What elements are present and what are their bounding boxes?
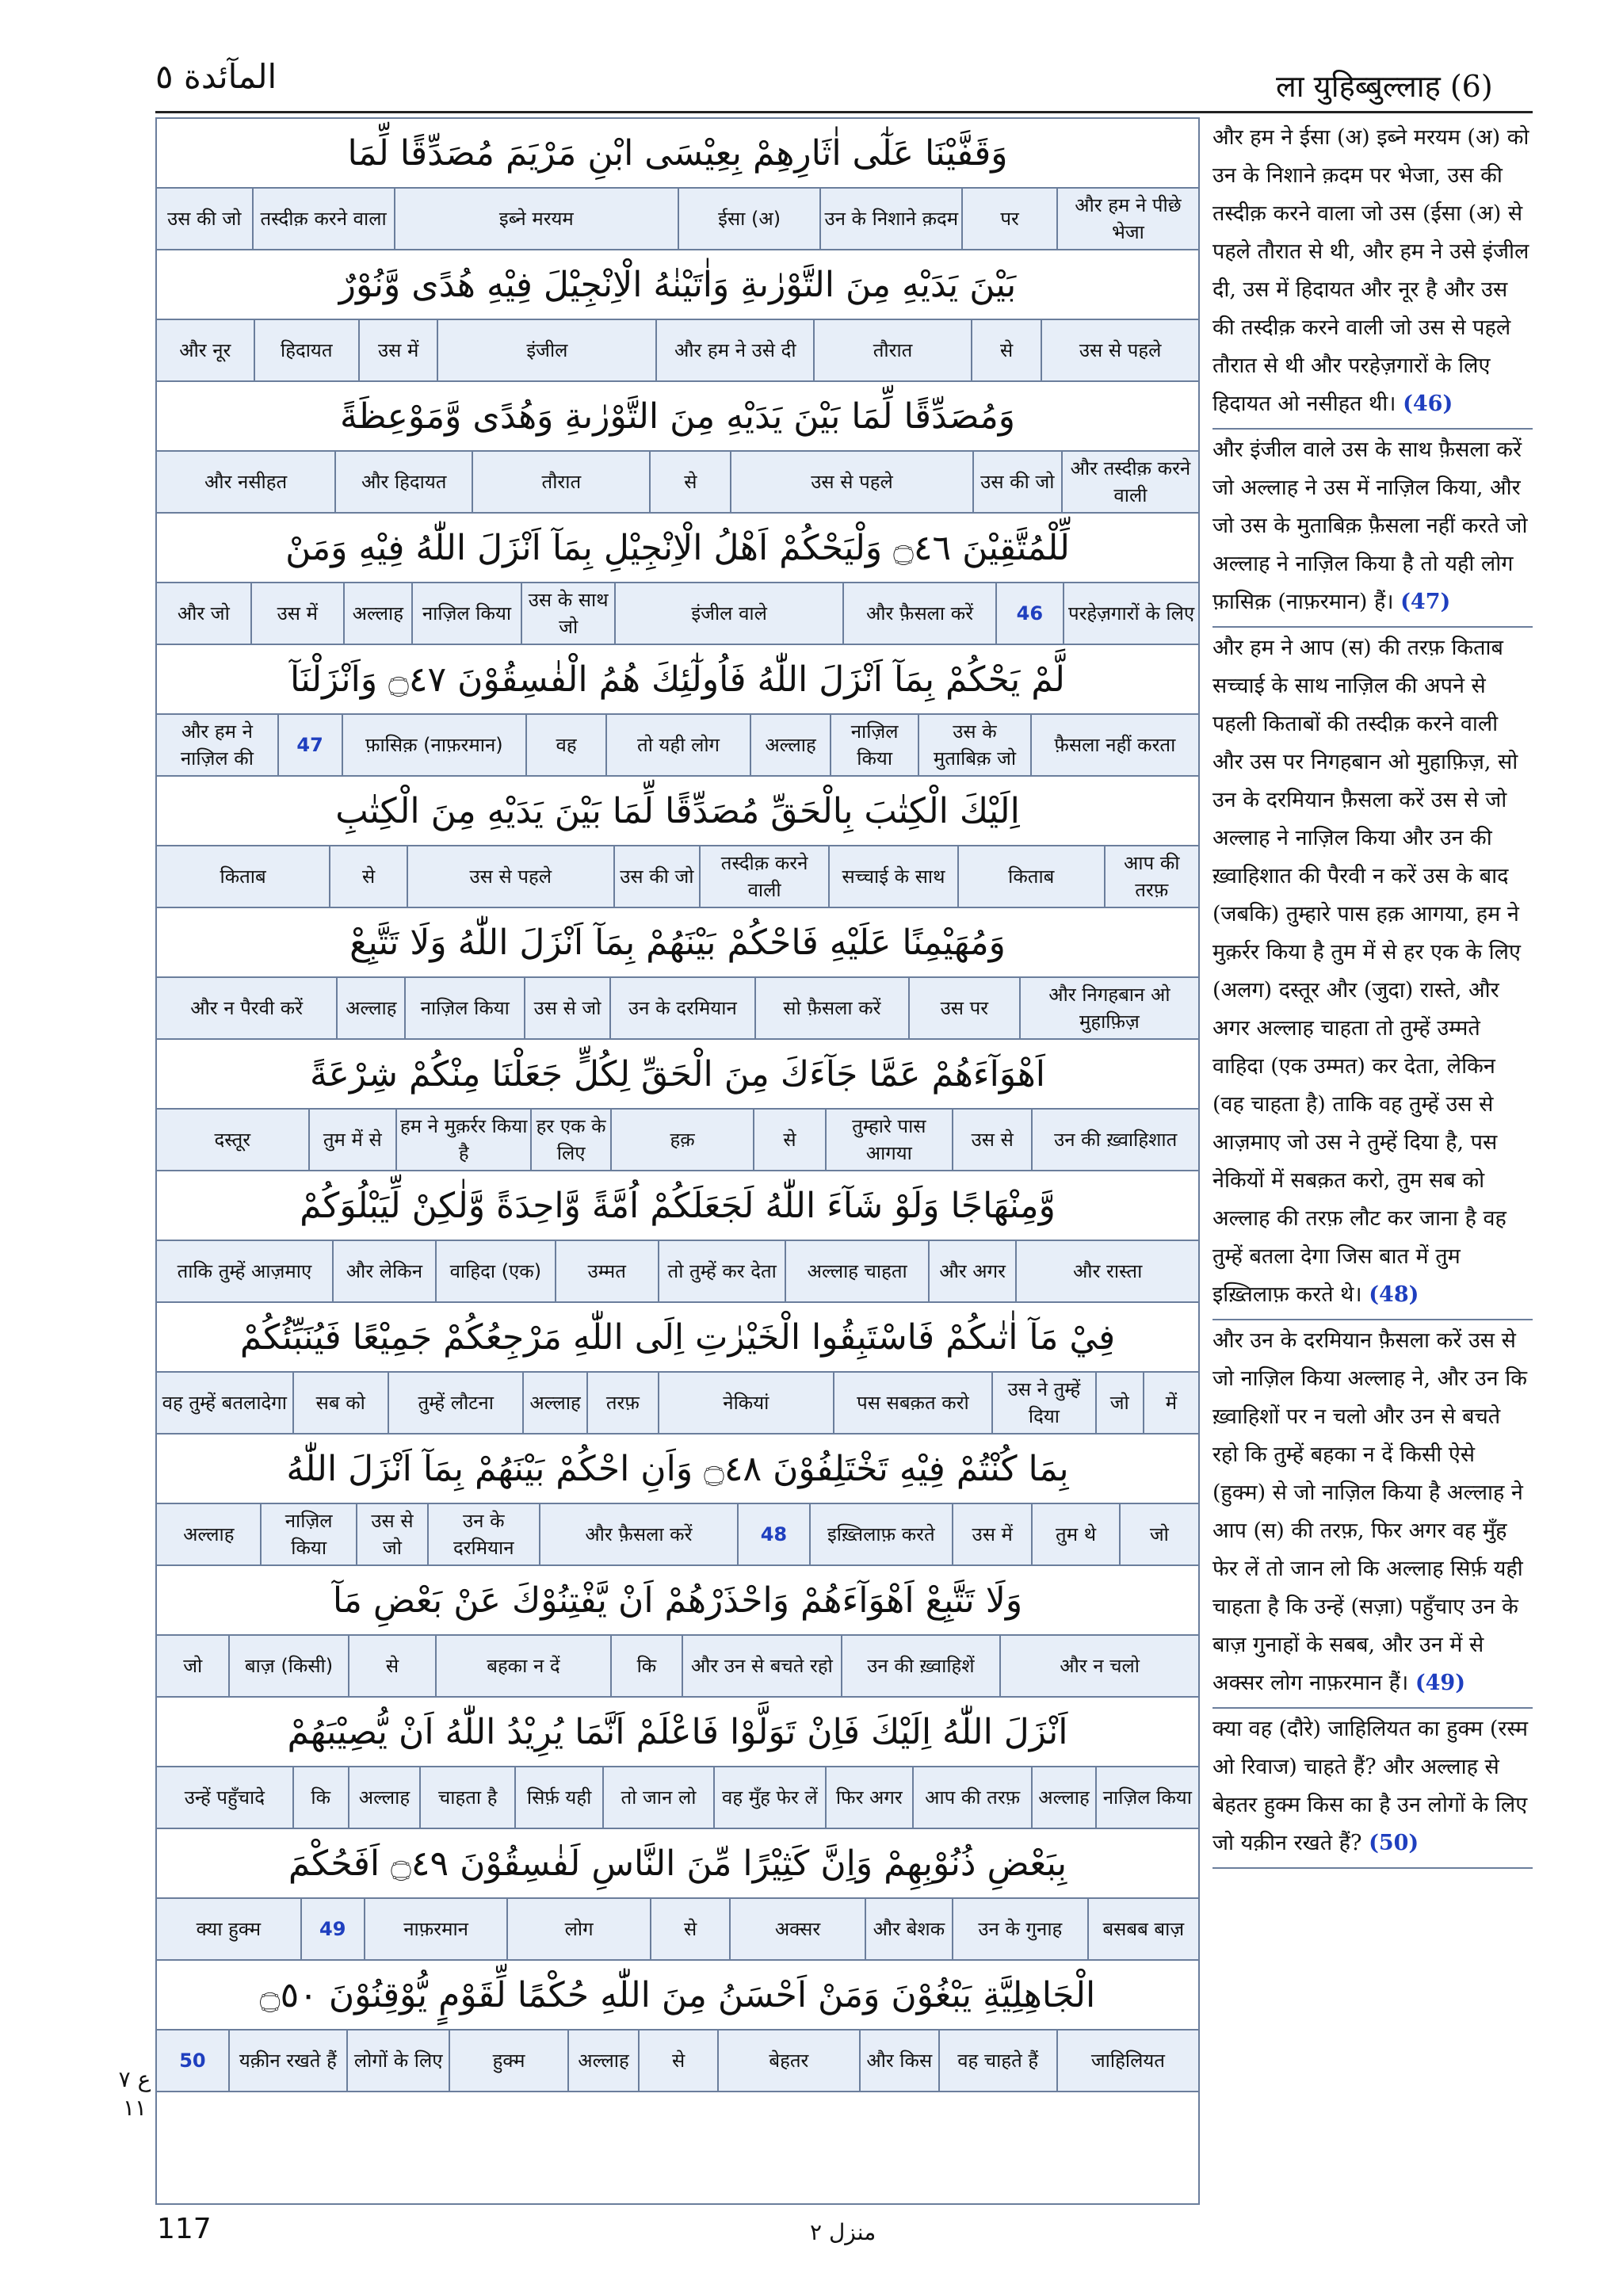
word-meaning: बहका न दें <box>435 1636 610 1696</box>
verse-number: 47 <box>277 715 342 775</box>
word-meaning: अल्लाह <box>522 1373 586 1433</box>
word-meaning: अक्सर <box>729 1899 865 1959</box>
word-meaning: उन के निशाने क़दम <box>819 189 961 249</box>
word-meaning: और जो <box>177 602 230 625</box>
arabic-line: لِّلْمُتَّقِيْنَ ۝٤٦ وَلْيَحْكُمْ اَهْلُ الْاِنْجِيْلِ بِمَآ اَنْزَلَ اللّٰهُ فِيْهِ وَمَنْ <box>157 514 1198 582</box>
translation-row <box>157 582 1198 645</box>
word-meaning: उन के दरमियान <box>609 978 754 1038</box>
word-meaning: कि <box>610 1636 682 1696</box>
word-meaning: सच्चाई के साथ <box>828 846 957 907</box>
word-meaning: और हम ने नाज़िल की <box>180 720 254 770</box>
translation-row <box>157 1897 1198 1961</box>
word-meaning: उम्मत <box>555 1241 658 1301</box>
word-meaning: और हिदायत <box>334 452 472 512</box>
translation-row <box>157 2029 1198 2092</box>
word-meaning: उस में <box>952 1504 1031 1564</box>
word-meaning: उस ने तुम्हें दिया <box>991 1373 1094 1433</box>
word-meaning: तौरात <box>472 452 649 512</box>
verse-number: (47) <box>1400 590 1451 614</box>
arabic-line: الْجَاهِلِيَّةِ يَبْغُوْنَ وَمَنْ اَحْسَنُ مِنَ اللّٰهِ حُكْمًا لِّقَوْمٍ يُّوْقِنُوْنَ ۝٥٠ <box>157 1961 1198 2029</box>
word-meaning: और नूर <box>179 339 231 361</box>
word-meaning: उस से पहले <box>407 846 613 907</box>
word-meaning: उस से जो <box>356 1504 427 1564</box>
word-meaning: और उन से बचते रहो <box>682 1636 841 1696</box>
arabic-line: بَيْنَ يَدَيْهِ مِنَ التَّوْرٰىةِ وَاٰتَيْنٰهُ الْاِنْجِيْلَ فِيْهِ هُدًى وَّنُوْرٌ <box>157 250 1198 319</box>
verse-number: (48) <box>1369 1282 1419 1307</box>
word-meaning: बसबब बाज़ <box>1087 1899 1198 1959</box>
word-meaning: नाज़िल किया <box>260 1504 355 1564</box>
word-meaning: वह चाहते हैं <box>938 2030 1056 2091</box>
word-meaning: जो <box>1119 1504 1198 1564</box>
word-meaning: चाहता है <box>419 1767 514 1828</box>
arabic-line: بِمَا كُنْتُمْ فِيْهِ تَخْتَلِفُوْنَ ۝٤٨ وَاَنِ احْكُمْ بَيْنَهُمْ بِمَآ اَنْزَلَ اللّٰهُ <box>157 1435 1198 1503</box>
word-meaning: और न पैरवी करें <box>190 997 304 1019</box>
word-meaning: फिर अगर <box>825 1767 912 1828</box>
verse-number: 49 <box>300 1899 364 1959</box>
word-meaning: उस से जो <box>524 978 609 1038</box>
word-meaning: उस में <box>250 583 344 644</box>
word-meaning: उन की ख़्वाहिशें <box>841 1636 1000 1696</box>
word-meaning: में <box>1143 1373 1198 1433</box>
word-meaning: और हम ने उसे दी <box>655 320 813 380</box>
word-meaning: कि <box>292 1767 348 1828</box>
header-divider <box>155 111 1533 113</box>
word-meaning: वाहिदा (एक) <box>435 1241 554 1301</box>
word-meaning: उस से पहले <box>1041 320 1198 380</box>
word-meaning: हुक्म <box>449 2030 567 2091</box>
manzil-label: منزل ٢ <box>810 2219 876 2245</box>
word-meaning: से <box>348 1636 435 1696</box>
word-meaning: किताब <box>957 846 1104 907</box>
word-meaning: जाहिलियत <box>1056 2030 1198 2091</box>
word-meaning: उस के साथ जो <box>521 583 614 644</box>
word-meaning: उस से <box>952 1110 1031 1170</box>
word-meaning: वह मुँह फेर लें <box>713 1767 824 1828</box>
arabic-line: وَلَا تَتَّبِعْ اَهْوَآءَهُمْ وَاحْذَرْهُمْ اَنْ يَّفْتِنُوْكَ عَنْ بَعْضِ مَآ <box>157 1566 1198 1634</box>
word-meaning: तरफ़ <box>586 1373 658 1433</box>
arabic-line: وَقَفَّيْنَا عَلٰٓى اٰثَارِهِمْ بِعِيْسَى ابْنِ مَرْيَمَ مُصَدِّقًا لِّمَا <box>157 119 1198 187</box>
word-meaning: और लेकिन <box>332 1241 435 1301</box>
translation-column <box>1212 117 1533 2205</box>
translation-paragraph <box>1212 430 1533 628</box>
word-meaning: अल्लाह चाहता <box>785 1241 928 1301</box>
page-header-title: ला युहिब्बुल्लाह (6) <box>1276 69 1493 104</box>
verse-number: 46 <box>995 583 1063 644</box>
word-meaning: सो फ़ैसला करें <box>754 978 908 1038</box>
word-meaning: उस में <box>358 320 437 380</box>
paragraph-text: और उन के दरमियान फ़ैसला करें उस से जो नाज़िल किया अल्लाह ने, और उन कि ख़्वाहिशों पर न चलो और उन से बचते रहो कि तुम्हें बहका न दें किसी ऐसे (हुक्म) से जो नाज़िल किया है अल्लाह ने आप (स) की तरफ़, फिर अगर वह मुँह फेर लें तो जान लो कि अल्लाह सिर्फ़ यही चाहता है कि उन्हें (सज़ा) पहुँचाए उन के बाज़ गुनाहों के सबब, और उन में से अक्सर लोग नाफ़रमान हैं। <box>1212 1328 1527 1695</box>
word-meaning: और नसीहत <box>204 471 288 493</box>
word-meaning: से <box>649 452 730 512</box>
word-meaning: नाज़िल किया <box>830 715 918 775</box>
word-meaning: उन की ख़्वाहिशात <box>1031 1110 1198 1170</box>
word-meaning: फ़ैसला नहीं करता <box>1030 715 1198 775</box>
translation-row <box>157 845 1198 908</box>
word-meaning: तुम में से <box>308 1110 395 1170</box>
word-meaning: नाज़िल किया <box>404 978 524 1038</box>
arabic-line: وَمُهَيْمِنًا عَلَيْهِ فَاحْكُمْ بَيْنَهُمْ بِمَآ اَنْزَلَ اللّٰهُ وَلَا تَتَّبِعْ <box>157 908 1198 976</box>
word-meaning: से <box>638 2030 717 2091</box>
translation-row <box>157 319 1198 382</box>
word-by-word-panel <box>155 117 1200 2205</box>
word-meaning: और फ़ैसला करें <box>539 1504 738 1564</box>
translation-row <box>157 1503 1198 1566</box>
word-meaning: उन्हें पहुँचादे <box>184 1786 265 1809</box>
word-meaning: उन के गुनाह <box>952 1899 1087 1959</box>
word-meaning: से <box>971 320 1041 380</box>
word-meaning: उस से पहले <box>730 452 972 512</box>
page-number: 117 <box>157 2213 212 2245</box>
word-meaning: हम ने मुक़र्रर किया है <box>395 1110 531 1170</box>
word-meaning: फ़ासिक़ (नाफ़रमान) <box>342 715 525 775</box>
word-meaning: पस सबक़त करो <box>833 1373 992 1433</box>
arabic-line: اَهْوَآءَهُمْ عَمَّا جَآءَكَ مِنَ الْحَقِّ لِكُلٍّ جَعَلْنَا مِنْكُمْ شِرْعَةً <box>157 1040 1198 1108</box>
translation-row <box>157 1108 1198 1171</box>
word-meaning: लोग <box>506 1899 650 1959</box>
verse-number: 48 <box>737 1504 808 1564</box>
word-meaning: नाज़िल किया <box>411 583 521 644</box>
word-meaning: तस्दीक़ करने वाली <box>699 846 828 907</box>
word-meaning: नेकियां <box>658 1373 833 1433</box>
arabic-line: وَّمِنْهَاجًا وَلَوْ شَآءَ اللّٰهُ لَجَعَلَكُمْ اُمَّةً وَّاحِدَةً وَّلٰكِنْ لِّيَبْلُوَكُمْ <box>157 1171 1198 1240</box>
word-meaning: सिर्फ़ यही <box>514 1767 601 1828</box>
word-meaning: उस की जो <box>167 208 242 230</box>
word-meaning: और किस <box>859 2030 938 2091</box>
word-meaning: इख़्तिलाफ़ करते <box>809 1504 953 1564</box>
word-meaning: इब्ने मरयम <box>394 189 678 249</box>
word-meaning: से <box>650 1899 729 1959</box>
word-meaning: वह <box>525 715 605 775</box>
arabic-line: وَمُصَدِّقًا لِّمَا بَيْنَ يَدَيْهِ مِنَ التَّوْرٰىةِ وَهُدًى وَّمَوْعِظَةً <box>157 382 1198 450</box>
translation-row <box>157 1766 1198 1829</box>
verse-number: (46) <box>1403 392 1453 416</box>
word-meaning: और निगहबान ओ मुहाफ़िज़ <box>1019 978 1198 1038</box>
word-meaning: बेहतर <box>717 2030 859 2091</box>
paragraph-text: और इंजील वाले उस के साथ फ़ैसला करें जो अल्लाह ने उस में नाज़िल किया, और जो उस के मुताबिक़ फ़ैसला नहीं करते जो अल्लाह ने नाज़िल किया है तो यही लोग फ़ासिक़ (नाफ़रमान) हैं। <box>1212 437 1528 614</box>
word-meaning: दस्तूर <box>214 1129 251 1151</box>
word-meaning: जो <box>1095 1373 1143 1433</box>
word-meaning: क्या हुक्म <box>196 1918 262 1940</box>
word-meaning: वह तुम्हें बतलादेगा <box>162 1392 288 1414</box>
word-meaning: और फ़ैसला करें <box>842 583 995 644</box>
word-meaning: अल्लाह <box>183 1523 235 1545</box>
word-meaning: तो तुम्हें कर देता <box>658 1241 785 1301</box>
word-meaning: और अगर <box>928 1241 1015 1301</box>
word-meaning: तो जान लो <box>602 1767 713 1828</box>
word-meaning: अल्लाह <box>348 1767 419 1828</box>
word-meaning: आप की तरफ़ <box>912 1767 1031 1828</box>
verse-number: (49) <box>1415 1671 1465 1695</box>
translation-row <box>157 187 1198 250</box>
word-meaning: और हम ने पीछे भेजा <box>1056 189 1198 249</box>
paragraph-text: और हम ने आप (स) की तरफ़ किताब सच्चाई के साथ नाज़िल की अपने से पहली किताबों की तस्दीक़ करने वाली और उस पर निगहबान ओ मुहाफ़िज़, सो उन के दरमियान फ़ैसला करें उस से जो अल्लाह ने नाज़िल किया और उन की ख़्वाहिशात की पैरवी न करें उस के बाद (जबकि) तुम्हारे पास हक़ आगया, हम ने मुक़र्रर किया है तुम में से हर एक के लिए (अलग) दस्तूर और (जुदा) रास्ते, और अगर अल्लाह चाहता तो तुम्हें उम्मते वाहिदा (एक उम्मत) कर देता, लेकिन (वह चाहता है) ताकि वह तुम्हें उस से आज़माए जो उस ने तुम्हें दिया है, पस नेकियों में सबक़त करो, तुम सब को अल्लाह की तरफ़ लौट कर जाना है वह तुम्हें बतला देगा जिस बात में तुम इख़्तिलाफ़ करते थे। <box>1212 636 1521 1307</box>
word-meaning: हिदायत <box>254 320 359 380</box>
verse-number: (50) <box>1369 1831 1419 1855</box>
word-meaning: हक़ <box>610 1110 754 1170</box>
word-meaning: अल्लाह <box>343 583 411 644</box>
word-meaning: अल्लाह <box>567 2030 639 2091</box>
word-meaning: आप की तरफ़ <box>1104 846 1198 907</box>
word-meaning: उन के दरमियान <box>427 1504 538 1564</box>
word-meaning: किताब <box>220 865 266 888</box>
word-meaning: नाफ़रमान <box>364 1899 507 1959</box>
paragraph-text: क्या वह (दौरे) जाहिलियत का हुक्म (रस्म ओ रिवाज) चाहते हैं? और अल्लाह से बेहतर हुक्म किस का है उन लोगों के लिए जो यक़ीन रखते हैं? <box>1212 1717 1529 1855</box>
arabic-line: اِلَيْكَ الْكِتٰبَ بِالْحَقِّ مُصَدِّقًا لِّمَا بَيْنَ يَدَيْهِ مِنَ الْكِتٰبِ <box>157 777 1198 845</box>
arabic-line: لَّمْ يَحْكُمْ بِمَآ اَنْزَلَ اللّٰهُ فَاُولٰٓئِكَ هُمُ الْفٰسِقُوْنَ ۝٤٧ وَاَنْزَلْنَآ <box>157 645 1198 713</box>
word-meaning: ताकि तुम्हें आज़माए <box>177 1260 312 1282</box>
paragraph-text: और हम ने ईसा (अ) इब्ने मरयम (अ) को उन के निशाने क़दम पर भेजा, उस की तस्दीक़ करने वाला जो उस (ईसा (अ) से पहले तौरात से थी, और हम ने उसे इंजील दी, उस में हिदायत और नूर है और उस की तस्दीक़ करने वाली जो उस से पहले तौरात से थी और परहेज़गारों के लिए हिदायत ओ नसीहत थी। <box>1212 125 1529 416</box>
translation-row <box>157 1240 1198 1303</box>
translation-paragraph <box>1212 1709 1533 1869</box>
verse-number: 50 <box>179 2050 206 2072</box>
word-meaning: अल्लाह <box>750 715 830 775</box>
word-meaning: तौरात <box>813 320 971 380</box>
surah-name: المآئدة ٥ <box>155 57 277 96</box>
word-meaning: और रास्ता <box>1015 1241 1198 1301</box>
word-meaning: से <box>753 1110 824 1170</box>
word-meaning: परहेज़गारों के लिए <box>1063 583 1198 644</box>
word-meaning: पर <box>961 189 1056 249</box>
word-meaning: लोगों के लिए <box>346 2030 449 2091</box>
word-meaning: यक़ीन रखते हैं <box>228 2030 346 2091</box>
arabic-line: فِيْ مَآ اٰتٰىكُمْ فَاسْتَبِقُوا الْخَيْرٰتِ اِلَى اللّٰهِ مَرْجِعُكُمْ جَمِيْعًا فَيُنَبِّئُكُمْ <box>157 1303 1198 1371</box>
word-meaning: हर एक के लिए <box>530 1110 609 1170</box>
word-meaning: इंजील वाले <box>614 583 842 644</box>
arabic-line: اَنْزَلَ اللّٰهُ اِلَيْكَ فَاِنْ تَوَلَّوْا فَاعْلَمْ اَنَّمَا يُرِيْدُ اللّٰهُ اَنْ يُّصِيْبَهُمْ <box>157 1698 1198 1766</box>
word-meaning: ईसा (अ) <box>678 189 819 249</box>
translation-row <box>157 976 1198 1040</box>
word-meaning: से <box>329 846 407 907</box>
word-meaning: अल्लाह <box>1031 1767 1094 1828</box>
translation-paragraph <box>1212 117 1533 430</box>
translation-paragraph <box>1212 628 1533 1320</box>
translation-row <box>157 450 1198 514</box>
word-meaning: सब को <box>292 1373 388 1433</box>
word-meaning: तुम्हारे पास आगया <box>825 1110 952 1170</box>
arabic-line: بِبَعْضِ ذُنُوْبِهِمْ وَاِنَّ كَثِيْرًا مِّنَ النَّاسِ لَفٰسِقُوْنَ ۝٤٩ اَفَحُكْمَ <box>157 1829 1198 1897</box>
translation-row <box>157 1634 1198 1698</box>
word-meaning: नाज़िल किया <box>1095 1767 1198 1828</box>
word-meaning: तो यही लोग <box>605 715 750 775</box>
word-meaning: और न चलो <box>999 1636 1198 1696</box>
word-meaning: और बेशक <box>865 1899 952 1959</box>
word-meaning: तुम्हें लौटना <box>388 1373 523 1433</box>
translation-row <box>157 1371 1198 1435</box>
translation-paragraph <box>1212 1320 1533 1709</box>
word-meaning: उस की जो <box>613 846 700 907</box>
word-meaning: और तस्दीक़ करने वाली <box>1061 452 1198 512</box>
rukuh-mark: ع ٧ ١١ <box>118 2066 151 2121</box>
word-meaning: बाज़ (किसी) <box>228 1636 347 1696</box>
word-meaning: तस्दीक़ करने वाला <box>252 189 394 249</box>
word-meaning: उस के मुताबिक़ जो <box>918 715 1030 775</box>
word-meaning: जो <box>183 1655 203 1677</box>
translation-row <box>157 713 1198 777</box>
word-meaning: उस पर <box>908 978 1019 1038</box>
word-meaning: इंजील <box>437 320 655 380</box>
word-meaning: तुम थे <box>1031 1504 1118 1564</box>
word-meaning: उस की जो <box>972 452 1061 512</box>
word-meaning: अल्लाह <box>336 978 404 1038</box>
